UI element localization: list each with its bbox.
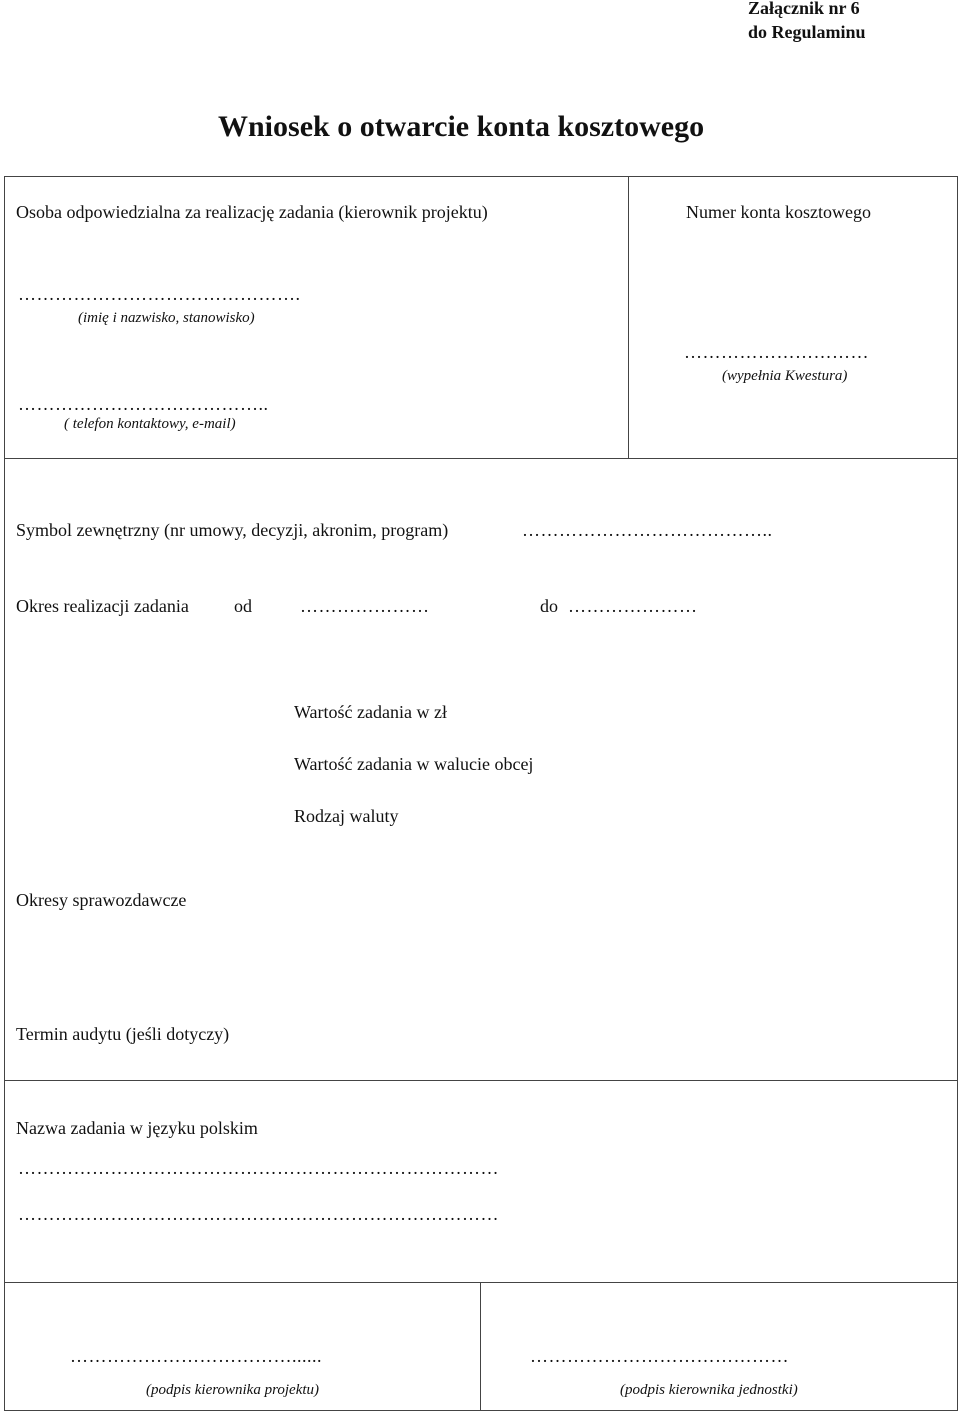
- value-foreign-label: Wartość zadania w walucie obcej: [294, 754, 534, 774]
- unit-head-signature-caption: (podpis kierownika jednostki): [620, 1382, 798, 1398]
- document-title: Wniosek o otwarcie konta kosztowego: [218, 110, 705, 143]
- period-from-field[interactable]: …………………: [300, 596, 430, 616]
- period-label: Okres realizacji zadania: [16, 596, 189, 616]
- name-position-caption: (imię i nazwisko, stanowisko): [78, 310, 255, 326]
- name-position-field[interactable]: ……………………………………….: [18, 284, 301, 304]
- value-pln-label: Wartość zadania w zł: [294, 702, 447, 722]
- project-manager-signature-caption: (podpis kierownika projektu): [146, 1382, 320, 1398]
- cost-account-number-label: Numer konta kosztowego: [686, 202, 871, 222]
- cost-account-caption: (wypełnia Kwestura): [722, 368, 848, 384]
- annex-reference: do Regulaminu: [748, 22, 866, 42]
- unit-head-signature-field[interactable]: ……………………………………: [530, 1346, 789, 1366]
- project-manager-signature-field[interactable]: ………………………………......: [70, 1346, 322, 1366]
- audit-date-label: Termin audytu (jeśli dotyczy): [16, 1024, 230, 1044]
- task-name-label: Nazwa zadania w języku polskim: [16, 1118, 258, 1138]
- project-manager-label: Osoba odpowiedzialna za realizację zadania (kierownik projektu): [16, 202, 488, 222]
- task-name-field-line-1[interactable]: ……………………………………………………………………: [18, 1158, 499, 1178]
- annex-number: Załącznik nr 6: [748, 0, 860, 18]
- period-to-label: do: [540, 596, 558, 616]
- cost-account-number-field[interactable]: …………………………: [684, 342, 869, 362]
- period-from-label: od: [234, 596, 252, 616]
- contact-field[interactable]: …………………………………..: [18, 394, 269, 414]
- currency-label: Rodzaj waluty: [294, 806, 399, 826]
- external-symbol-label: Symbol zewnętrzny (nr umowy, decyzji, akronim, program): [16, 520, 449, 540]
- task-name-field-line-2[interactable]: ……………………………………………………………………: [18, 1204, 499, 1224]
- contact-caption: ( telefon kontaktowy, e-mail): [64, 416, 236, 432]
- report-periods-label: Okresy sprawozdawcze: [16, 890, 187, 910]
- external-symbol-field[interactable]: …………………………………..: [522, 520, 773, 540]
- period-to-field[interactable]: …………………: [568, 596, 698, 616]
